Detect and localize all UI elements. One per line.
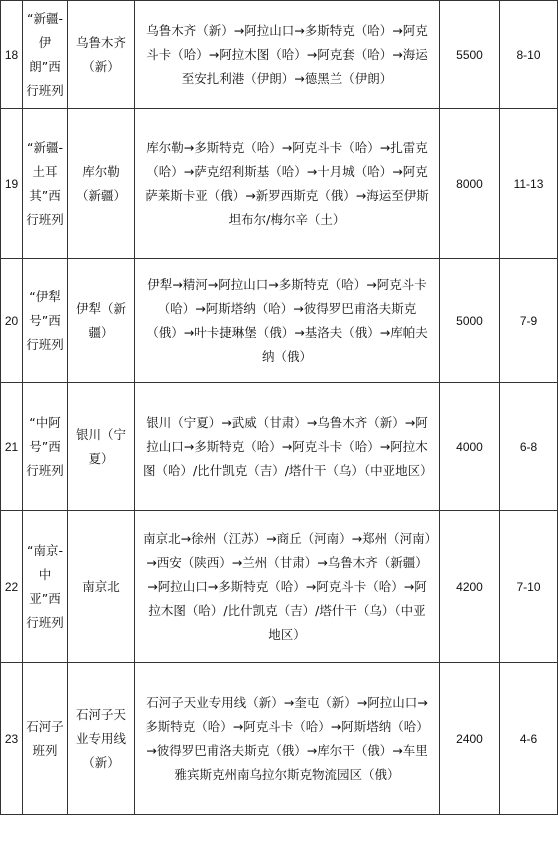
distance-km: 5500: [440, 1, 500, 109]
origin-station: 南京北: [68, 511, 135, 663]
row-number: 18: [1, 1, 23, 109]
distance-km: 2400: [440, 663, 500, 815]
origin-station: 银川（宁夏）: [68, 383, 135, 511]
route-path: 乌鲁木齐（新）→阿拉山口→多斯特克（哈）→阿克斗卡（哈）→阿拉木图（哈）→阿克套（哈）→海运至安扎利港（伊朗）→德黑兰（伊朗）: [135, 1, 440, 109]
transit-days: 4-6: [500, 663, 558, 815]
origin-station: 乌鲁木齐（新）: [68, 1, 135, 109]
table-row: [1, 109, 558, 259]
table-row: [1, 1, 558, 109]
origin-station: 伊犁（新疆）: [68, 259, 135, 383]
route-name: “伊犁号”西行班列: [23, 259, 68, 383]
route-name: 石河子班列: [23, 663, 68, 815]
route-name: “新疆-土耳其”西行班列: [23, 109, 68, 259]
row-number: 23: [1, 663, 23, 815]
distance-km: 8000: [440, 109, 500, 259]
route-name: “新疆-伊朗”西行班列: [23, 1, 68, 109]
route-name: “中阿号”西行班列: [23, 383, 68, 511]
route-path: 库尔勒→多斯特克（哈）→阿克斗卡（哈）→扎雷克（哈）→萨克绍利斯基（哈）→十月城（哈）→阿克萨莱斯卡亚（俄）→新罗西斯克（俄）→海运至伊斯坦布尔/梅尔辛（土）: [135, 109, 440, 259]
transit-days: 11-13: [500, 109, 558, 259]
table-row: [1, 511, 558, 663]
transit-days: 6-8: [500, 383, 558, 511]
route-path: 银川（宁夏）→武威（甘肃）→乌鲁木齐（新）→阿拉山口→多斯特克（哈）→阿克斗卡（哈）→阿拉木图（哈）/比什凯克（吉）/塔什干（乌）（中亚地区）: [135, 383, 440, 511]
distance-km: 4200: [440, 511, 500, 663]
table-row: [1, 383, 558, 511]
transit-days: 7-9: [500, 259, 558, 383]
route-path: 伊犁→精河→阿拉山口→多斯特克（哈）→阿克斗卡（哈）→阿斯塔纳（哈）→彼得罗巴甫洛夫斯克（俄）→叶卡捷琳堡（俄）→基洛夫（俄）→库帕夫纳（俄）: [135, 259, 440, 383]
distance-km: 4000: [440, 383, 500, 511]
table-row: [1, 663, 558, 815]
row-number: 21: [1, 383, 23, 511]
table-row: [1, 259, 558, 383]
transit-days: 7-10: [500, 511, 558, 663]
route-path: 石河子天业专用线（新）→奎屯（新）→阿拉山口→多斯特克（哈）→阿克斗卡（哈）→阿斯塔纳（哈）→彼得罗巴甫洛夫斯克（俄）→库尔干（俄）→车里雅宾斯克州南乌拉尔斯克物流园区（俄）: [135, 663, 440, 815]
route-path: 南京北→徐州（江苏）→商丘（河南）→郑州（河南）→西安（陕西）→兰州（甘肃）→乌鲁木齐（新疆）→阿拉山口→多斯特克（哈）→阿克斗卡（哈）→阿拉木图（哈）/比什凯克（吉）/塔什干（乌）（中亚地区）: [135, 511, 440, 663]
transit-days: 8-10: [500, 1, 558, 109]
row-number: 22: [1, 511, 23, 663]
origin-station: 石河子天业专用线（新）: [68, 663, 135, 815]
row-number: 19: [1, 109, 23, 259]
origin-station: 库尔勒（新疆）: [68, 109, 135, 259]
distance-km: 5000: [440, 259, 500, 383]
route-name: “南京-中亚”西行班列: [23, 511, 68, 663]
row-number: 20: [1, 259, 23, 383]
